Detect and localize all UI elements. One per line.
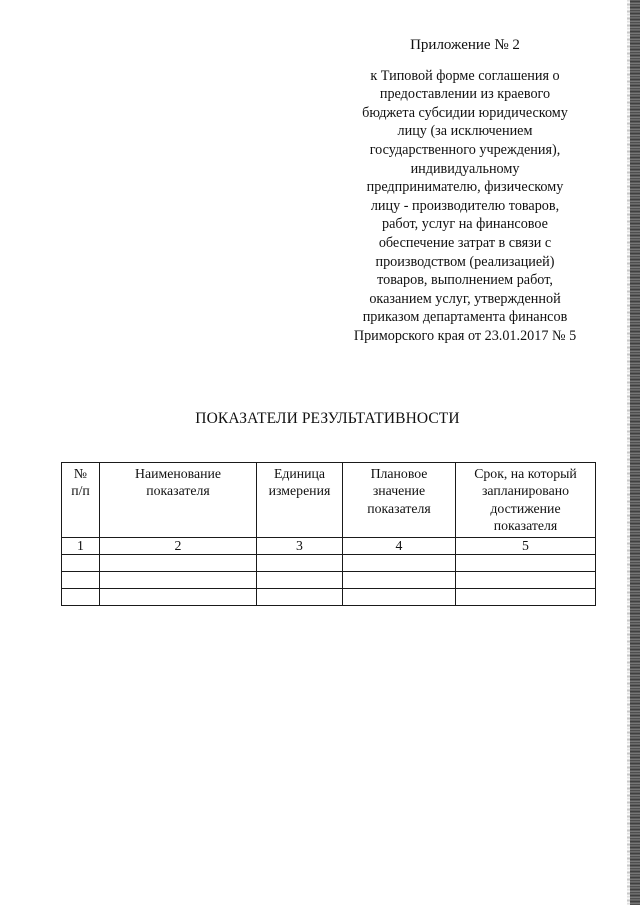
indicators-table <box>61 462 596 606</box>
appendix-line: приказом департамента финансов <box>362 309 568 326</box>
appendix-line: работ, услуг на финансовое <box>382 216 548 233</box>
header-cell-planned-value: Плановое значение показателя <box>343 463 456 538</box>
appendix-line: к Типовой форме соглашения о <box>370 67 560 84</box>
header-cell-number: № п/п <box>62 463 100 538</box>
table-row <box>62 589 596 606</box>
appendix-line: предоставлении из краевого <box>379 86 551 103</box>
appendix-line: Приморского края от 23.01.2017 № 5 <box>353 327 577 344</box>
table-cell <box>343 572 456 589</box>
table-cell <box>62 589 100 606</box>
column-number-cell: 2 <box>100 538 257 555</box>
appendix-line: товаров, выполнением работ, <box>377 272 553 289</box>
table-cell <box>100 555 257 572</box>
table-cell <box>343 589 456 606</box>
scan-edge <box>630 0 640 905</box>
appendix-block <box>340 36 590 346</box>
table-cell <box>100 589 257 606</box>
appendix-line: бюджета субсидии юридическому <box>362 104 568 121</box>
table-cell <box>257 589 343 606</box>
appendix-line: лицу - производителю товаров, <box>370 197 560 214</box>
column-number-cell: 3 <box>257 538 343 555</box>
column-number-cell: 4 <box>343 538 456 555</box>
header-cell-unit: Единица измерения <box>257 463 343 538</box>
table-cell <box>343 555 456 572</box>
table-cell <box>456 555 596 572</box>
table-row <box>62 555 596 572</box>
table-cell <box>62 572 100 589</box>
header-cell-indicator-name: Наименование показателя <box>100 463 257 538</box>
table-header-row <box>62 463 596 538</box>
column-number-cell: 5 <box>456 538 596 555</box>
appendix-line: государственного учреждения), <box>369 141 561 158</box>
appendix-line: производством (реализацией) <box>375 253 555 270</box>
table-row <box>62 572 596 589</box>
table-cell <box>257 572 343 589</box>
header-cell-deadline: Срок, на который запланировано достижение показателя <box>456 463 596 538</box>
appendix-line: лицу (за исключением <box>397 123 533 140</box>
appendix-line: предпринимателю, физическому <box>366 179 564 196</box>
table-cell <box>456 572 596 589</box>
appendix-line: индивидуальному <box>410 160 520 177</box>
table-cell <box>100 572 257 589</box>
appendix-line: обеспечение затрат в связи с <box>378 234 552 251</box>
column-number-cell: 1 <box>62 538 100 555</box>
appendix-line: оказанием услуг, утвержденной <box>369 290 561 307</box>
table-cell <box>257 555 343 572</box>
column-number-row <box>62 538 596 555</box>
appendix-title: Приложение № 2 <box>410 37 520 53</box>
table-cell <box>62 555 100 572</box>
document-heading: ПОКАЗАТЕЛИ РЕЗУЛЬТАТИВНОСТИ <box>195 410 460 427</box>
table-cell <box>456 589 596 606</box>
